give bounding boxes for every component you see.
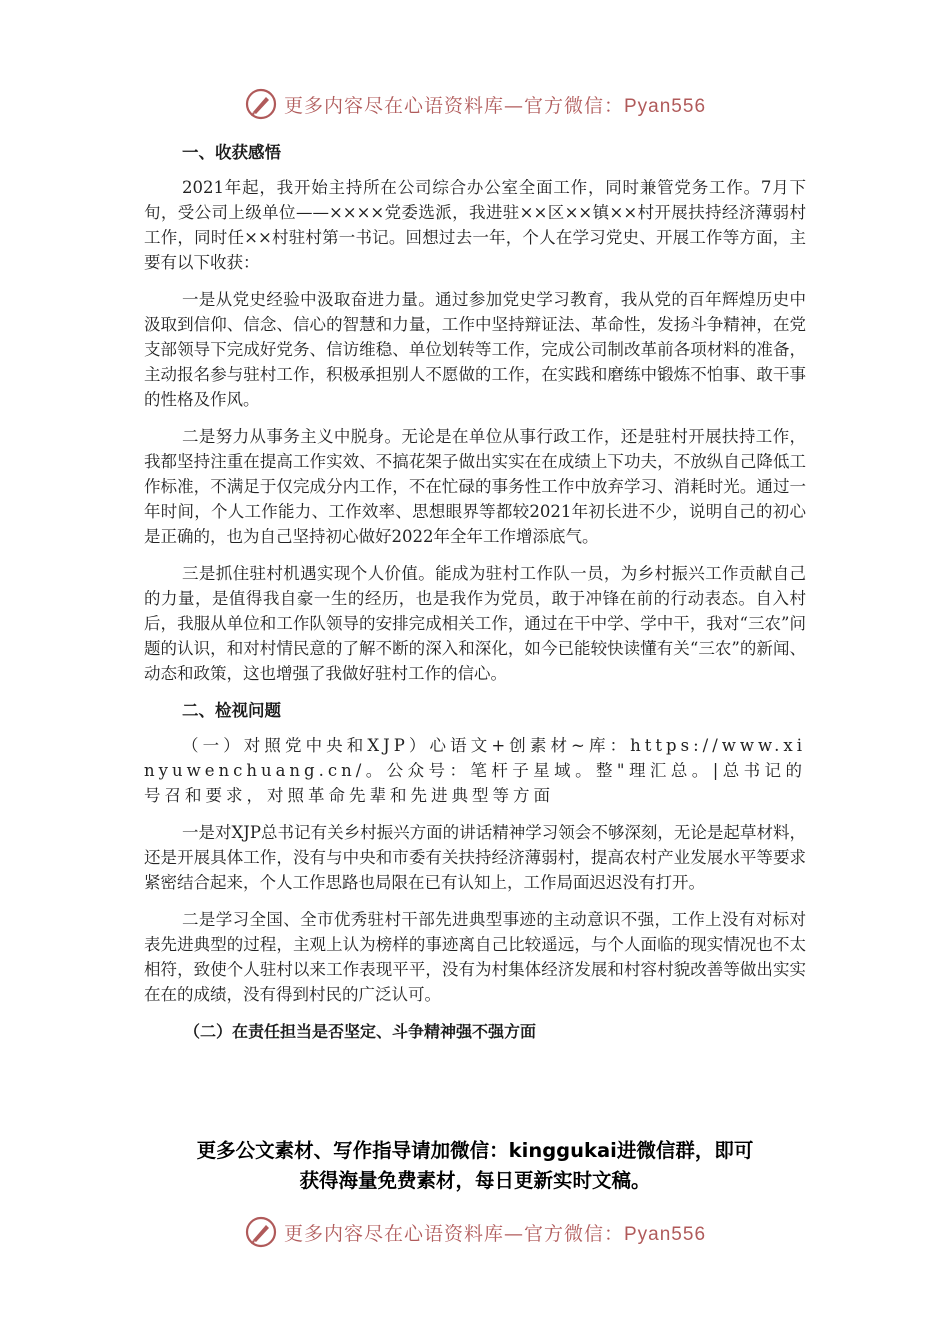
promo-line-2: 获得海量免费素材，每日更新实时文稿。 <box>299 1169 651 1192</box>
watermark-text-id: Pyan556 <box>624 1223 707 1245</box>
pen-logo-icon <box>244 1215 278 1249</box>
subsection-heading-two: （二）在责任担当是否坚定、斗争精神强不强方面 <box>184 1022 537 1041</box>
document-body <box>144 140 806 1044</box>
watermark-text-cn: 更多内容尽在心语资料库—官方微信： <box>283 94 624 117</box>
paragraph-one: 一是从党史经验中汲取奋进力量。通过参加党史学习教育，我从党的百年辉煌历史中汲取到信仰、信念、信心的智慧和力量，工作中坚持辩证法、革命性，发扬斗争精神，在党支部领导下完成好党务、信访维稳、单位划转等工作，完成公司制改革前各项材料的准备，主动报名参与驻村工作，积极承担别人不愿做的工作，在实践和磨练中锻炼不怕事、敢干事的性格及作风。 <box>144 290 806 409</box>
watermark-banner-bottom <box>0 1212 950 1252</box>
paragraph-four: 一是对XJP总书记有关乡村振兴方面的讲话精神学习领会不够深刻，无论是起草材料，还是开展具体工作，没有与中央和市委有关扶持经济薄弱村，提高农村产业发展水平等要求紧密结合起来，个人工作思路也局限在已有认知上，工作局面迟迟没有打开。 <box>144 823 806 892</box>
paragraph-five: 二是学习全国、全市优秀驻村干部先进典型事迹的主动意识不强，工作上没有对标对表先进典型的过程，主观上认为榜样的事迹离自己比较遥远，与个人面临的现实情况也不太相符，致使个人驻村以来工作表现平平，没有为村集体经济发展和村容村貌改善等做出实实在在的成绩，没有得到村民的广泛认可。 <box>144 910 806 1004</box>
watermark-text-id: Pyan556 <box>624 95 707 117</box>
paragraph-three: 三是抓住驻村机遇实现个人价值。能成为驻村工作队一员，为乡村振兴工作贡献自己的力量，是值得我自豪一生的经历，也是我作为党员，敢于冲锋在前的行动表态。自入村后，我服从单位和工作队领导的安排完成相关工作，通过在干中学、学中干，我对“三农”问题的认识，和对村情民意的了解不断的深入和深化，如今已能较快读懂有关“三农”的新闻、动态和政策，这也增强了我做好驻村工作的信心。 <box>144 564 806 683</box>
watermark-banner-top <box>0 84 950 124</box>
promo-notice <box>120 1136 830 1196</box>
pen-logo-icon <box>244 87 278 121</box>
paragraph-subsection-one: （一）对照党中央和XJP）心语文+创素材~库：https://www.xinyuwenchuang.cn/。公众号：笔杆子星域。整"理汇总。|总书记的号召和要求，对照革命先辈和先进典型等方面 <box>144 736 806 805</box>
section-heading-harvest: 一、收获感悟 <box>182 143 281 162</box>
watermark-text <box>284 1219 706 1246</box>
watermark-text <box>284 91 706 118</box>
paragraph-intro: 2021年起，我开始主持所在公司综合办公室全面工作，同时兼管党务工作。7月下旬，受公司上级单位——××××党委选派，我进驻××区××镇××村开展扶持经济薄弱村工作，同时任××村驻村第一书记。回想过去一年，个人在学习党史、开展工作等方面，主要有以下收获： <box>144 178 806 272</box>
paragraph-two: 二是努力从事务主义中脱身。无论是在单位从事行政工作，还是驻村开展扶持工作，我都坚持注重在提高工作实效、不搞花架子做出实实在在成绩上下功夫，不放纵自己降低工作标准，不满足于仅完成分内工作，不在忙碌的事务性工作中放弃学习、消耗时光。通过一年时间，个人工作能力、工作效率、思想眼界等都较2021年初长进不少，说明自己的初心是正确的，也为自己坚持初心做好2022年全年工作增添底气。 <box>144 427 806 546</box>
section-heading-problems: 二、检视问题 <box>182 701 281 720</box>
watermark-text-cn: 更多内容尽在心语资料库—官方微信： <box>283 1222 624 1245</box>
promo-line-1: 更多公文素材、写作指导请加微信：kinggukai进微信群，即可 <box>196 1139 754 1162</box>
